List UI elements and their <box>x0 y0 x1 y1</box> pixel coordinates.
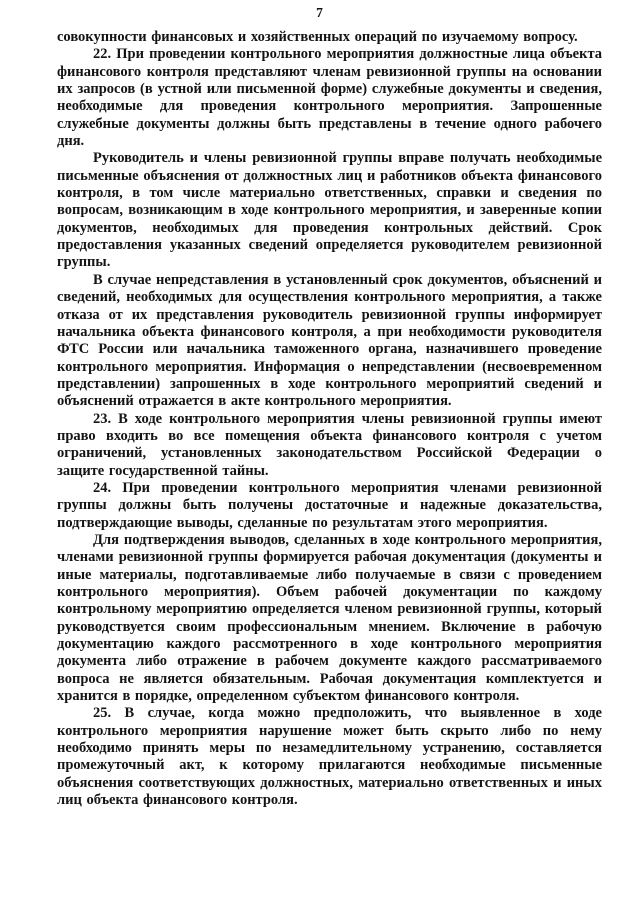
paragraph-24: 24. При проведении контрольного мероприятия членами ревизионной группы должны быть получены достаточные и надежные доказательства, подтверждающие выводы, сделанные по результатам этого мероприятия. <box>57 479 602 531</box>
paragraph-25: 25. В случае, когда можно предположить, что выявленное в ходе контрольного мероприятия нарушение может быть скрыто либо по нему необходимо принять меры по незамедлительному устранению, составляется промежуточный акт, к которому прилагаются необходимые письменные объяснения соответствующих должностных, материально ответственных и иных лиц объекта финансового контроля. <box>57 705 602 809</box>
paragraph-23: 23. В ходе контрольного мероприятия члены ревизионной группы имеют право входить во все помещения объекта финансового контроля с учетом ограничений, установленных законодательством Российской Федерации о защите государственной тайны. <box>57 410 602 479</box>
paragraph-22-supplement-2: В случае непредставления в установленный срок документов, объяснений и сведений, необходимых для осуществления контрольного мероприятия, а также отказа от их представления руководитель ревизионной группы информирует начальника объекта финансового контроля, а при необходимости руководителя ФТС России или начальника таможенного органа, назначившего проведение контрольного мероприятия. Информация о непредставлении (несвоевременном представлении) запрошенных в ходе контрольного мероприятий сведений и объяснений отражается в акте контрольного мероприятия. <box>57 271 602 410</box>
page-number: 7 <box>316 5 324 20</box>
paragraph-22-supplement-1: Руководитель и члены ревизионной группы вправе получать необходимые письменные объяснения от должностных лиц и работников объекта финансового контроля, в том числе материально ответственных, справки и сведения по вопросам, возникающим в ходе контрольного мероприятия, и заверенные копии документов, необходимых для проведения контрольных действий. Срок предоставления указанных сведений определяется руководителем ревизионной группы. <box>57 150 602 271</box>
document-body <box>57 29 602 809</box>
paragraph-continuation: совокупности финансовых и хозяйственных операций по изучаемому вопросу. <box>57 29 578 45</box>
paragraph-24-supplement: Для подтверждения выводов, сделанных в ходе контрольного мероприятия, членами ревизионной группы формируется рабочая документация (документы и иные материалы, подготавливаемые либо получаемые в связи с проведением контрольного мероприятия). Объем рабочей документации по каждому контрольному мероприятию определяется членом ревизионной группы, который руководствуется своим профессиональным мнением. Включение в рабочую документацию каждого рассмотренного в ходе контрольного мероприятия документа либо отражение в рабочем документе каждого рассматриваемого вопроса не является обязательным. Рабочая документация комплектуется и хранится в порядке, определенном субъектом финансового контроля. <box>57 531 602 705</box>
paragraph-22: 22. При проведении контрольного мероприятия должностные лица объекта финансового контроля представляют членам ревизионной группы на основании их запросов (в устной или письменной форме) служебные документы и сведения, необходимые для проведения контрольного мероприятия. Запрошенные служебные документы должны быть представлены в течение одного рабочего дня. <box>57 46 602 150</box>
